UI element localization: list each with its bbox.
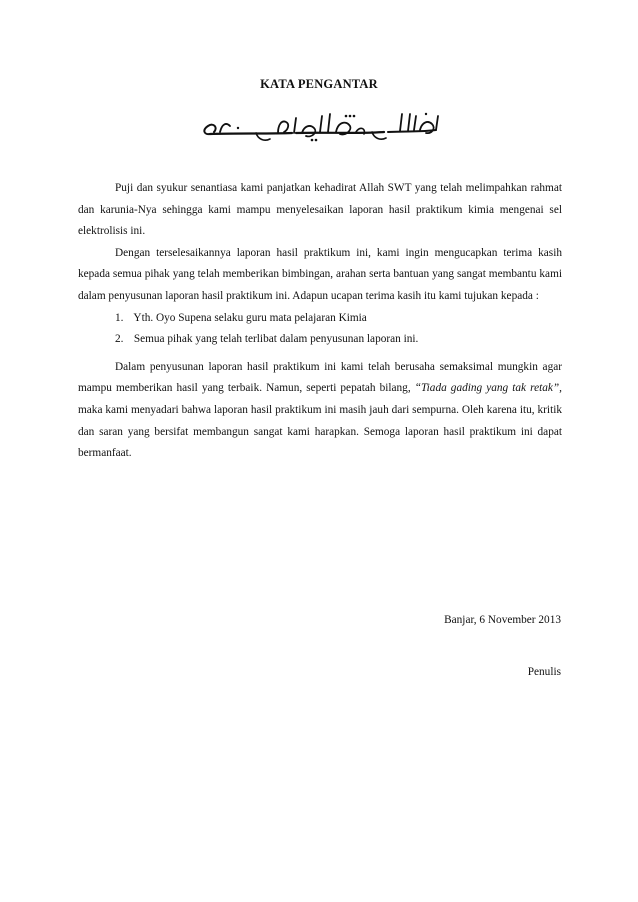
paragraph-closing-part1: Dalam penyusunan laporan hasil praktikum ini kami telah berusaha semaksimal mungkin agar mampu memberikan hasil yang terbaik. Namun, seperti pepatah bilang, bbox=[78, 360, 562, 395]
place-date: Banjar, 6 November 2013 bbox=[444, 614, 561, 626]
list-item-number: 1. bbox=[115, 311, 124, 324]
paragraph-thanks: Dengan terselesaikannya laporan hasil praktikum ini, kami ingin mengucapkan terima kasih kepada semua pihak yang telah memberikan bimbingan, arahan serta bantuan yang sangat membantu kami dalam penyusunan laporan hasil praktikum ini. Adapun ucapan terima kasih itu kami tujukan kepada : bbox=[78, 246, 562, 302]
list-item-text: Semua pihak yang telah terlibat dalam penyusunan laporan ini. bbox=[133, 333, 419, 346]
author-signature: Penulis bbox=[527, 666, 561, 678]
page-title: KATA PENGANTAR bbox=[260, 77, 378, 91]
list-item-text: Yth. Oyo Supena selaku guru mata pelajaran Kimia bbox=[133, 311, 367, 324]
paragraph-opening: Puji dan syukur senantiasa kami panjatkan kehadirat Allah SWT yang telah melimpahkan rahmat dan karunia-Nya sehingga kami mampu menyelesaikan laporan hasil praktikum kimia mengenai sel elektrolisis ini. bbox=[78, 182, 562, 238]
list-item bbox=[78, 329, 562, 351]
basmalah-calligraphy-icon bbox=[196, 108, 448, 148]
paragraph-closing-part2: maka kami menyadari bahwa laporan hasil praktikum ini masih jauh dari sempurna. Oleh karena itu, kritik dan saran yang bersifat membangun sangat kami harapkan. Semoga laporan hasil praktikum ini dapat bermanfaat. bbox=[78, 403, 562, 460]
list-item bbox=[78, 308, 562, 330]
list-item-number: 2. bbox=[115, 333, 124, 346]
paragraph-closing bbox=[78, 357, 562, 465]
thanks-list bbox=[78, 308, 562, 351]
document-body bbox=[78, 178, 562, 465]
proverb-quote: “Tiada gading yang tak retak”, bbox=[414, 382, 563, 395]
